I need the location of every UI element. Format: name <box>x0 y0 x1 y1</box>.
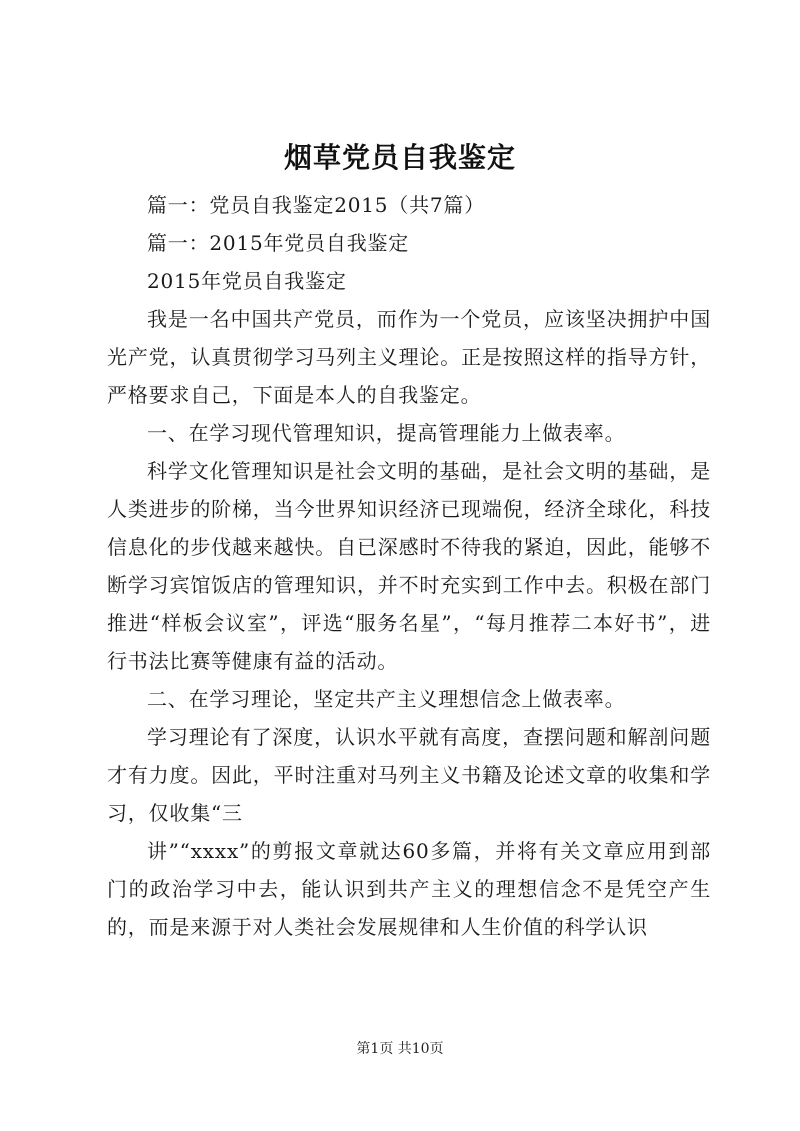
paragraph: 篇一：党员自我鉴定2015（共7篇） <box>147 193 486 217</box>
paragraph: 我是一名中国共产党员，而作为一个党员，应该坚决拥护中国光产党，认真贯彻学习马列主义理论。正是按照这样的指导方针，严格要求自己，下面是本人的自我鉴定。 <box>107 307 711 407</box>
paragraph: 篇一：2015年党员自我鉴定 <box>147 231 410 255</box>
paragraph: 讲”“xxxx”的剪报文章就达60多篇，并将有关文章应用到部门的政治学习中去，能认识到共产主义的理想信念不是凭空产生的，而是来源于对人类社会发展规律和人生价值的科学认识 <box>107 839 711 939</box>
paragraph: 二、在学习理论，坚定共产主义理想信念上做表率。 <box>147 687 626 711</box>
document-title: 烟草党员自我鉴定 <box>283 141 516 174</box>
paragraph: 科学文化管理知识是社会文明的基础，是社会文明的基础，是人类进步的阶梯，当今世界知识经济已现端倪，经济全球化，科技信息化的步伐越来越快。自已深感时不待我的紧迫，因此，能够不断学习宾馆饭店的管理知识，并不时充实到工作中去。积极在部门推进“样板会议室”，评选“服务名星”，“每月推荐二本好书”，进行书法比赛等健康有益的活动。 <box>107 459 711 673</box>
document-body <box>107 186 711 946</box>
page-footer: 第1页 共10页 <box>356 1041 444 1057</box>
paragraph: 学习理论有了深度，认识水平就有高度，查摆问题和解剖问题才有力度。因此，平时注重对马列主义书籍及论述文章的收集和学习，仅收集“三 <box>107 725 711 825</box>
paragraph: 2015年党员自我鉴定 <box>147 269 347 293</box>
paragraph: 一、在学习现代管理知识，提高管理能力上做表率。 <box>147 421 626 445</box>
